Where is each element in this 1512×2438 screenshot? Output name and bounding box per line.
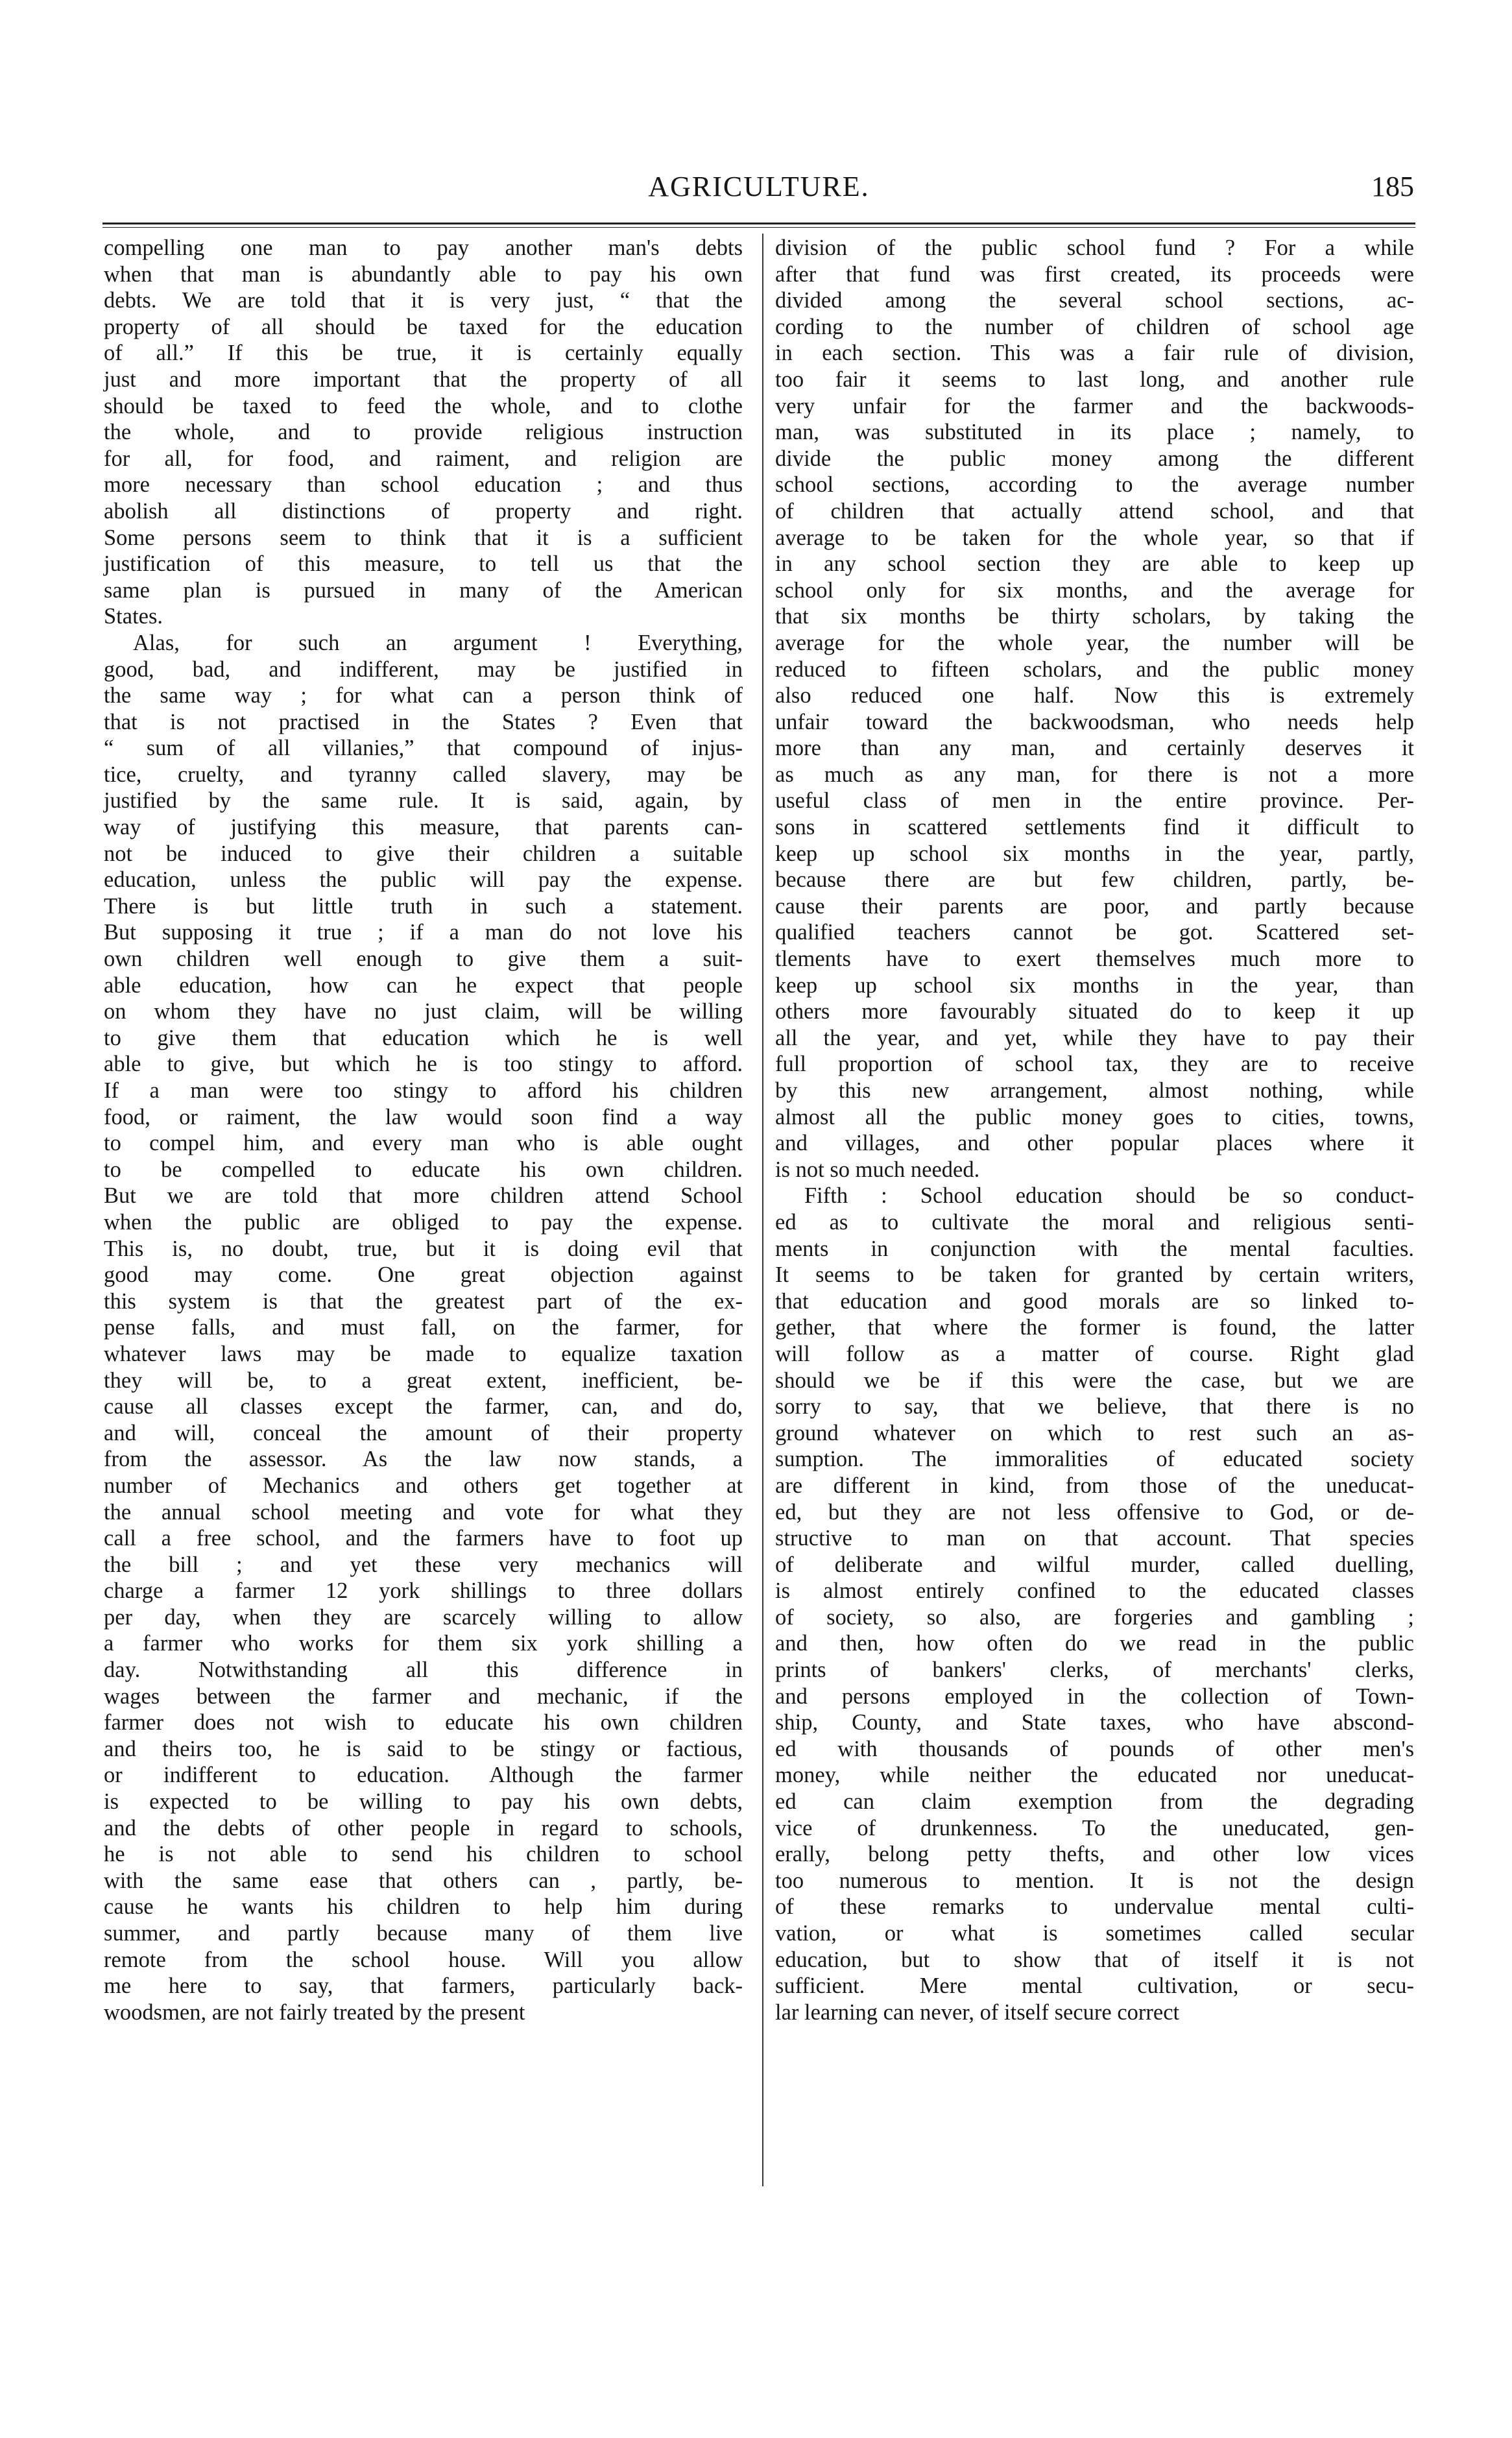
text-line: by this new arrangement, almost nothing, while	[775, 1078, 1414, 1103]
text-line: the annual school meeting and vote for what they	[104, 1499, 743, 1525]
text-line: farmer does not wish to educate his own children	[104, 1710, 743, 1735]
text-line: are different in kind, from those of the uneducat-	[775, 1473, 1414, 1498]
text-line: But we are told that more children attend School	[104, 1183, 743, 1209]
text-line: cording to the number of children of school age	[775, 314, 1414, 339]
text-line: division of the public school fund ? For a while	[775, 235, 1414, 260]
text-line: man, was substituted in its place ; namely, to	[775, 420, 1414, 445]
text-line: debts. We are told that it is very just, “ that the	[104, 288, 743, 313]
text-line: is expected to be willing to pay his own debts,	[104, 1789, 743, 1815]
text-line: as much as any man, for there is not a more	[775, 762, 1414, 787]
text-line: sons in scattered settlements find it difficult to	[775, 815, 1414, 840]
text-line: lar learning can never, of itself secure correct	[775, 1999, 1180, 2025]
text-line: ground whatever on which to rest such an as-	[775, 1420, 1414, 1445]
text-line: ed, but they are not less offensive to God, or de-	[775, 1499, 1414, 1525]
text-line: sumption. The immoralities of educated society	[775, 1447, 1414, 1472]
text-line: and then, how often do we read in the public	[775, 1631, 1414, 1656]
text-line: to be compelled to educate his own children.	[104, 1157, 743, 1182]
text-line: compelling one man to pay another man's debts	[104, 235, 743, 260]
text-line: Alas, for such an argument ! Everything,	[133, 630, 743, 655]
text-line: the same way ; for what can a person think of	[104, 683, 743, 708]
text-line: ed as to cultivate the moral and religious senti-	[775, 1209, 1414, 1235]
text-line: “ sum of all villanies,” that compound of injus-	[104, 736, 743, 761]
text-line: and villages, and other popular places where it	[775, 1131, 1414, 1156]
text-line: useful class of men in the entire province. Per-	[775, 788, 1414, 814]
text-line: structive to man on that account. That species	[775, 1526, 1414, 1551]
text-line: woodsmen, are not fairly treated by the present	[104, 1999, 525, 2025]
text-line: education, but to show that of itself it is not	[775, 1947, 1414, 1972]
header-rule	[102, 223, 1415, 228]
text-line: Some persons seem to think that it is a sufficient	[104, 525, 743, 550]
text-line: me here to say, that farmers, particularly back-	[104, 1973, 743, 1999]
text-line: average for the whole year, the number will be	[775, 630, 1414, 655]
text-line: on whom they have no just claim, will be willing	[104, 999, 743, 1024]
text-line: own children well enough to give them a suit-	[104, 947, 743, 972]
text-line: too numerous to mention. It is not the design	[775, 1868, 1414, 1893]
text-line: of deliberate and wilful murder, called duelling,	[775, 1552, 1414, 1577]
text-line: property of all should be taxed for the education	[104, 314, 743, 339]
text-line: good, bad, and indifferent, may be justified in	[104, 657, 743, 682]
text-line: divided among the several school sections, ac-	[775, 288, 1414, 313]
page-number: 185	[1371, 171, 1414, 202]
text-line: qualified teachers cannot be got. Scattered set-	[775, 920, 1414, 945]
text-line: sufficient. Mere mental cultivation, or secu-	[775, 1973, 1414, 1999]
text-line: the bill ; and yet these very mechanics will	[104, 1552, 743, 1577]
text-line: ed with thousands of pounds of other men's	[775, 1736, 1414, 1761]
text-line: food, or raiment, the law would soon find a way	[104, 1104, 743, 1129]
text-line: There is but little truth in such a statement.	[104, 893, 743, 919]
text-line: almost all the public money goes to cities, towns,	[775, 1104, 1414, 1129]
text-line: charge a farmer 12 york shillings to three dollars	[104, 1578, 743, 1604]
text-line: vation, or what is sometimes called secular	[775, 1921, 1414, 1946]
text-line: abolish all distinctions of property and right.	[104, 498, 743, 524]
text-line: in each section. This was a fair rule of division,	[775, 341, 1414, 366]
text-line: per day, when they are scarcely willing to allow	[104, 1604, 743, 1630]
text-line: too fair it seems to last long, and another rule	[775, 367, 1414, 392]
text-line: and theirs too, he is said to be stingy or factious,	[104, 1736, 743, 1761]
right-column	[775, 235, 1414, 2025]
text-line: keep up school six months in the year, than	[775, 972, 1414, 998]
text-line: keep up school six months in the year, partly,	[775, 841, 1414, 866]
text-line: of children that actually attend school, and that	[775, 498, 1414, 524]
text-line: more than any man, and certainly deserves it	[775, 736, 1414, 761]
text-line: Fifth : School education should be so conduct-	[804, 1183, 1414, 1209]
text-line: ments in conjunction with the mental faculties.	[775, 1236, 1414, 1261]
text-line: with the same ease that others can , partly, be-	[104, 1868, 743, 1893]
text-line: ship, County, and State taxes, who have abscond-	[775, 1710, 1414, 1735]
text-line: States.	[104, 604, 163, 629]
text-line: unfair toward the backwoodsman, who needs help	[775, 709, 1414, 734]
text-line: justified by the same rule. It is said, again, by	[104, 788, 743, 814]
text-line: reduced to fifteen scholars, and the public money	[775, 657, 1414, 682]
text-line: school only for six months, and the average for	[775, 577, 1414, 603]
text-line: will follow as a matter of course. Right glad	[775, 1341, 1414, 1366]
text-line: pense falls, and must fall, on the farmer, for	[104, 1315, 743, 1340]
text-line: way of justifying this measure, that parents can-	[104, 815, 743, 840]
text-line: is almost entirely confined to the educated classes	[775, 1578, 1414, 1604]
text-line: sorry to say, that we believe, that there is no	[775, 1394, 1414, 1419]
text-line: should be taxed to feed the whole, and to clothe	[104, 393, 743, 418]
text-line: education, unless the public will pay the expense.	[104, 867, 743, 893]
text-line: day. Notwithstanding all this difference in	[104, 1658, 743, 1683]
text-line: gether, that where the former is found, the latter	[775, 1315, 1414, 1340]
text-line: ed can claim exemption from the degrading	[775, 1789, 1414, 1815]
text-line: number of Mechanics and others get together at	[104, 1473, 743, 1498]
text-line: same plan is pursued in many of the American	[104, 577, 743, 603]
text-line: and persons employed in the collection of Town-	[775, 1684, 1414, 1709]
text-line: in any school section they are able to keep up	[775, 551, 1414, 577]
text-line: able education, how can he expect that people	[104, 972, 743, 998]
text-line: very unfair for the farmer and the backwoods-	[775, 393, 1414, 418]
text-line: cause he wants his children to help him during	[104, 1894, 743, 1920]
text-line: a farmer who works for them six york shilling a	[104, 1631, 743, 1656]
text-line: also reduced one half. Now this is extremely	[775, 683, 1414, 708]
text-line: all the year, and yet, while they have to pay their	[775, 1025, 1414, 1050]
text-line: remote from the school house. Will you allow	[104, 1947, 743, 1972]
text-line: tlements have to exert themselves much more to	[775, 947, 1414, 972]
text-line: just and more important that the property of all	[104, 367, 743, 392]
text-line: tice, cruelty, and tyranny called slavery, may be	[104, 762, 743, 787]
text-line: because there are but few children, partly, be-	[775, 867, 1414, 893]
text-line: when the public are obliged to pay the expense.	[104, 1209, 743, 1235]
text-line: able to give, but which he is too stingy to afford.	[104, 1052, 743, 1077]
text-line: justification of this measure, to tell us that the	[104, 551, 743, 577]
column-divider	[762, 234, 763, 2186]
text-line: If a man were too stingy to afford his children	[104, 1078, 743, 1103]
text-line: full proportion of school tax, they are to receive	[775, 1052, 1414, 1077]
text-line: cause all classes except the farmer, can, and do,	[104, 1394, 743, 1419]
running-head	[104, 163, 1414, 215]
text-line: is not so much needed.	[775, 1157, 980, 1182]
text-line: the whole, and to provide religious instruction	[104, 420, 743, 445]
text-line: money, while neither the educated nor uneducat-	[775, 1763, 1414, 1788]
text-line: prints of bankers' clerks, of merchants' clerks,	[775, 1658, 1414, 1683]
text-line: whatever laws may be made to equalize taxation	[104, 1341, 743, 1366]
text-line: this system is that the greatest part of the ex-	[104, 1288, 743, 1314]
text-line: that six months be thirty scholars, by taking the	[775, 604, 1414, 629]
text-line: average to be taken for the whole year, so that if	[775, 525, 1414, 550]
text-line: erally, belong petty thefts, and other low vices	[775, 1842, 1414, 1867]
text-line: and the debts of other people in regard to schools,	[104, 1815, 743, 1841]
text-line: of all.” If this be true, it is certainly equally	[104, 341, 743, 366]
text-line: that is not practised in the States ? Even that	[104, 709, 743, 734]
text-line: from the assessor. As the law now stands, a	[104, 1447, 743, 1472]
text-line: call a free school, and the farmers have to foot up	[104, 1526, 743, 1551]
text-line: to give them that education which he is well	[104, 1025, 743, 1050]
text-line: more necessary than school education ; and thus	[104, 472, 743, 498]
text-line: not be induced to give their children a suitable	[104, 841, 743, 866]
text-line: But supposing it true ; if a man do not love his	[104, 920, 743, 945]
text-line: This is, no doubt, true, but it is doing evil that	[104, 1236, 743, 1261]
text-line: after that fund was first created, its proceeds were	[775, 261, 1414, 287]
text-line: wages between the farmer and mechanic, if the	[104, 1684, 743, 1709]
text-line: should we be if this were the case, but we are	[775, 1368, 1414, 1393]
text-line: and will, conceal the amount of their property	[104, 1420, 743, 1445]
text-line: when that man is abundantly able to pay his own	[104, 261, 743, 287]
text-line: divide the public money among the different	[775, 446, 1414, 471]
text-line: they will be, to a great extent, inefficient, be-	[104, 1368, 743, 1393]
text-line: cause their parents are poor, and partly because	[775, 893, 1414, 919]
text-line: good may come. One great objection against	[104, 1262, 743, 1288]
text-line: school sections, according to the average number	[775, 472, 1414, 498]
text-line: for all, for food, and raiment, and religion are	[104, 446, 743, 471]
left-column	[104, 235, 743, 2025]
text-line: that education and good morals are so linked to-	[775, 1288, 1414, 1314]
text-line: he is not able to send his children to school	[104, 1842, 743, 1867]
running-title: AGRICULTURE.	[648, 171, 870, 202]
text-line: others more favourably situated do to keep it up	[775, 999, 1414, 1024]
text-line: or indifferent to education. Although the farmer	[104, 1763, 743, 1788]
text-line: to compel him, and every man who is able ought	[104, 1131, 743, 1156]
text-line: of society, so also, are forgeries and gambling ;	[775, 1604, 1414, 1630]
text-line: It seems to be taken for granted by certain writers,	[775, 1262, 1414, 1288]
text-line: summer, and partly because many of them live	[104, 1921, 743, 1946]
text-line: of these remarks to undervalue mental culti-	[775, 1894, 1414, 1920]
text-line: vice of drunkenness. To the uneducated, gen-	[775, 1815, 1414, 1841]
